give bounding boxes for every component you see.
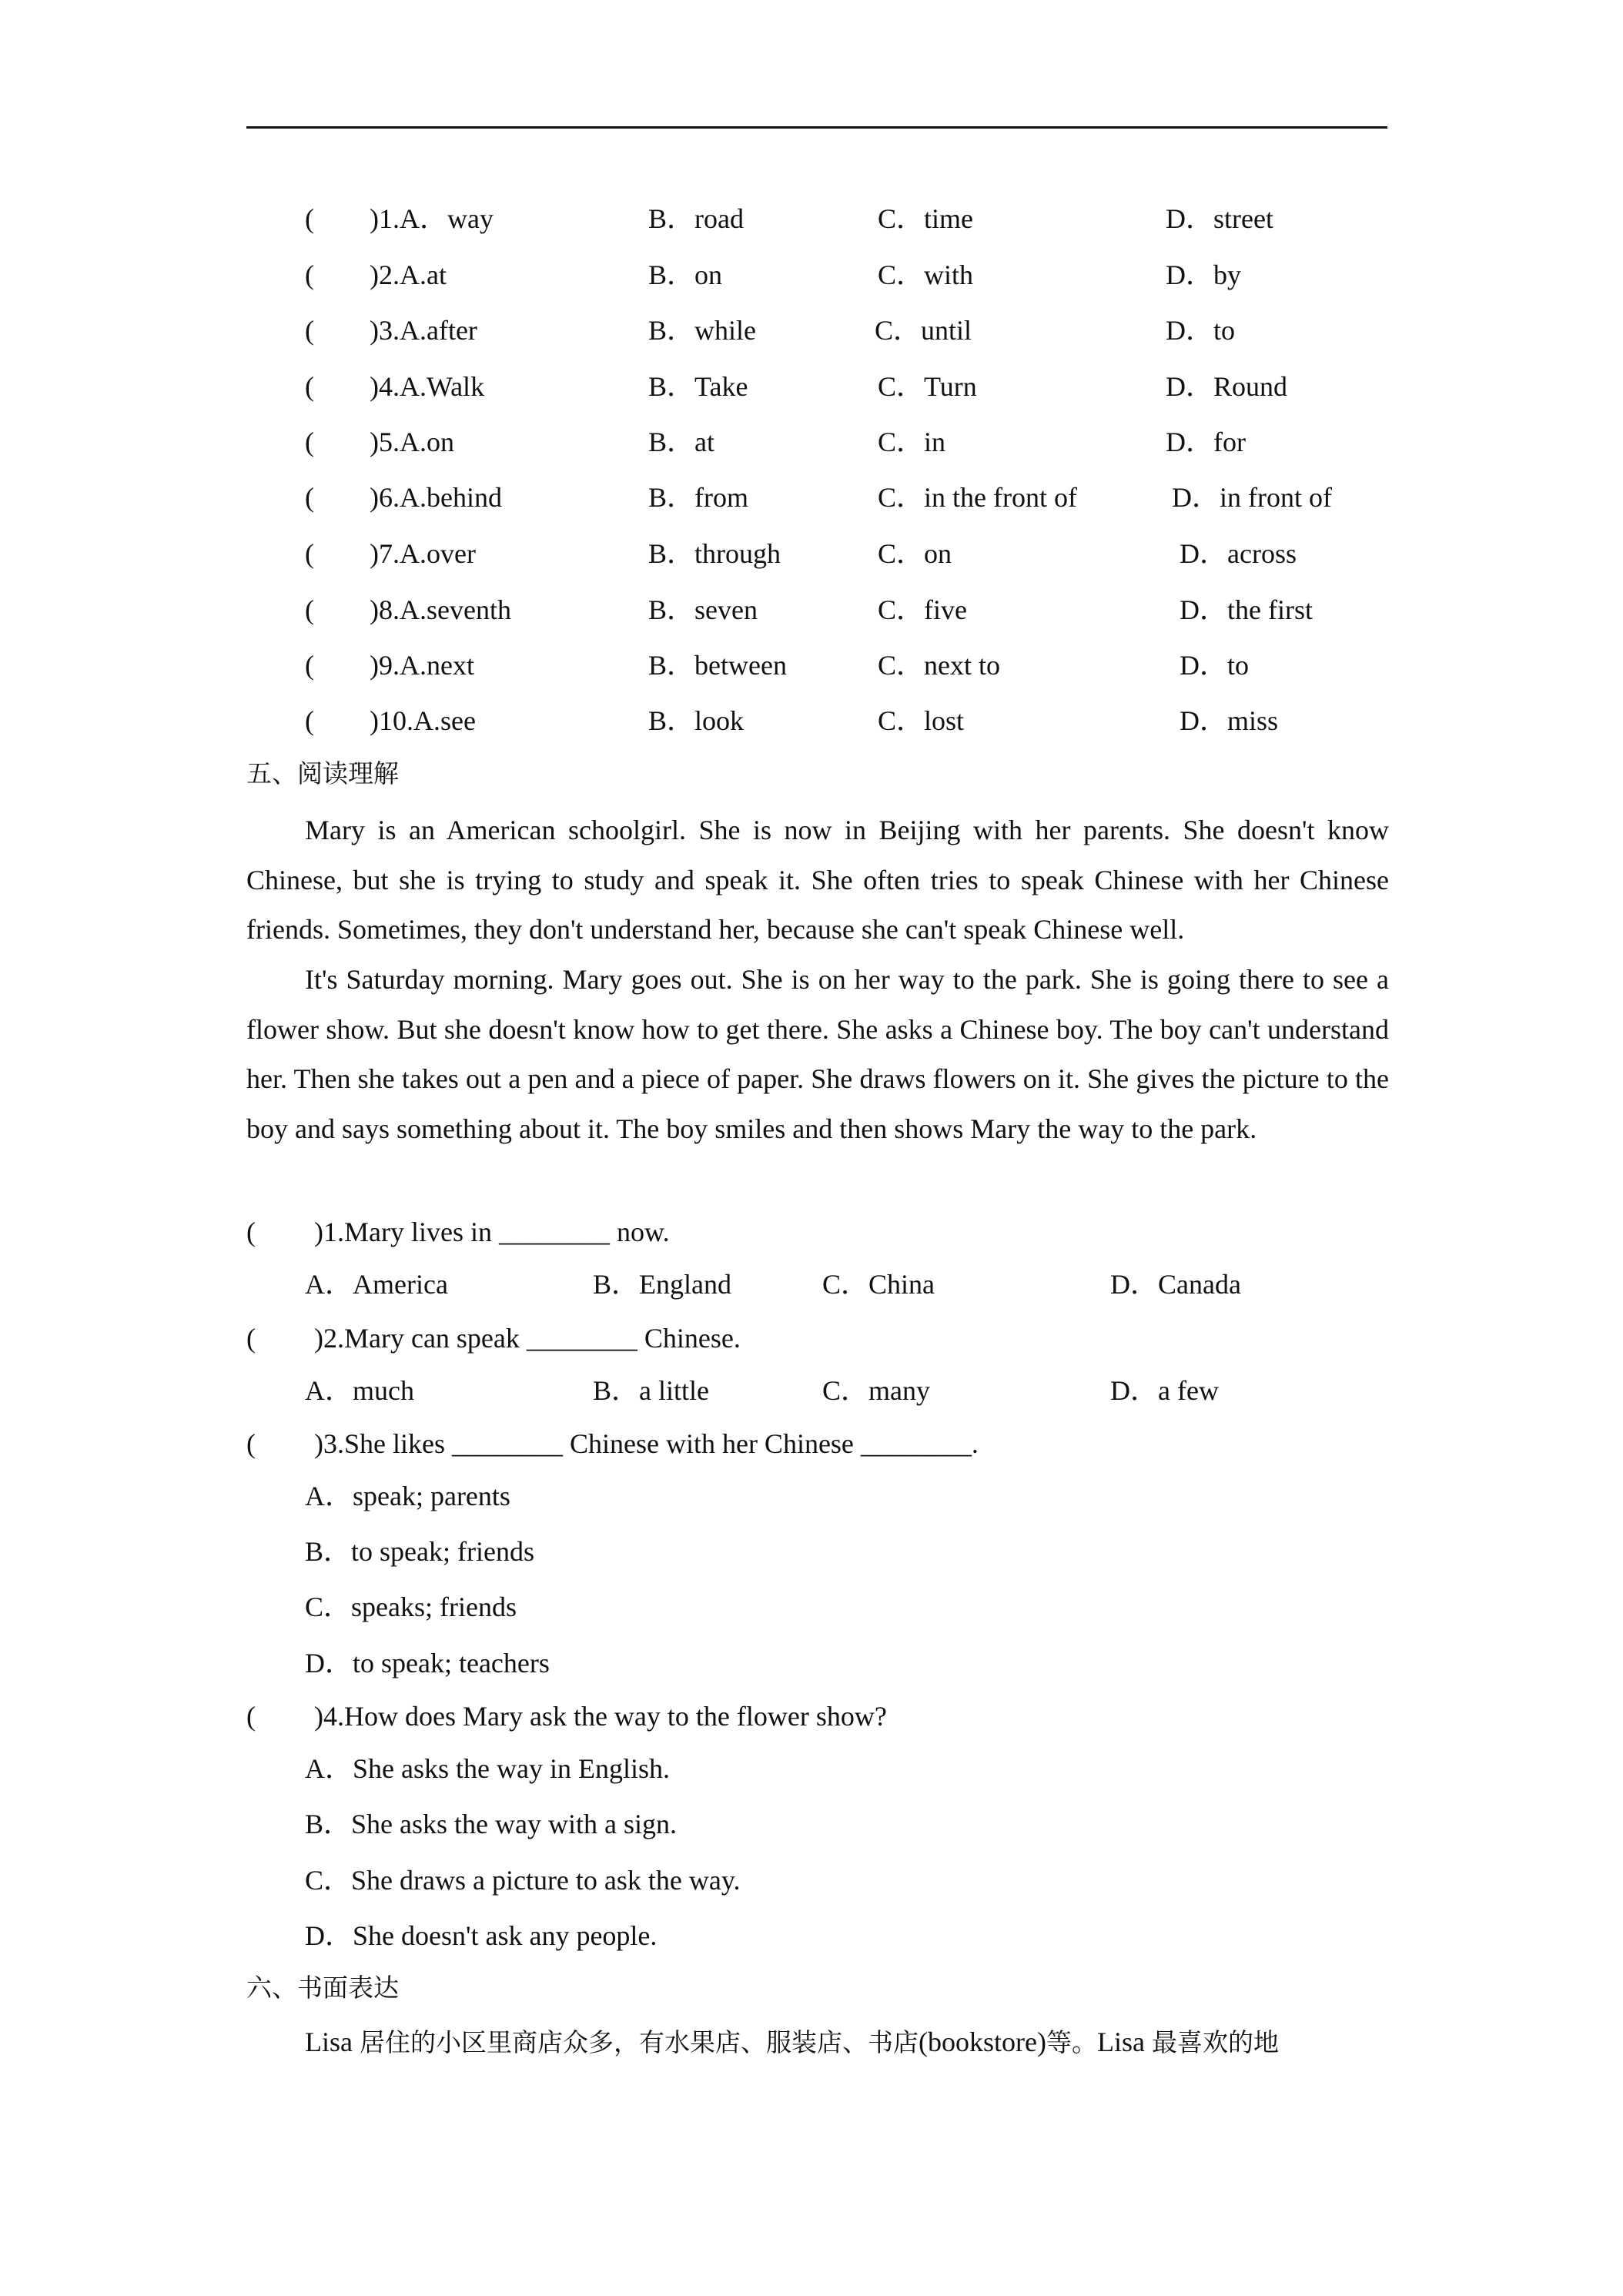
cloze-3-option-a: )3.A.after: [370, 315, 477, 346]
cloze-10-option-a: )10.A.see: [370, 705, 476, 736]
intro-text-5: Lisa: [1096, 2027, 1152, 2057]
question-4-option-c: C．She draws a picture to ask the way.: [305, 1865, 741, 1896]
question-1-stem: )1.Mary lives in ________ now.: [314, 1217, 670, 1247]
question-2-option-a: A．much: [305, 1375, 414, 1406]
intro-text-3: (bookstore): [918, 2027, 1046, 2057]
passage-paragraph-2: It's Saturday morning. Mary goes out. She is on her way to the park. She is going there to see a flower show. But she doesn't know how to get there. She asks a Chinese boy. The boy can't understand her. Then she takes out a pen and a piece of paper. She draws flowers on it. She gives the picture to the boy and says something about it. The boy smiles and then shows Mary the way to the park.: [246, 964, 1389, 1144]
question-3-stem: )3.She likes ________ Chinese with her Chinese ________.: [314, 1428, 979, 1459]
question-3-option-b: B．to speak; friends: [305, 1536, 534, 1567]
cloze-5-option-d: D．for: [1166, 427, 1246, 457]
cloze-3-option-d: D．to: [1166, 315, 1236, 346]
cloze-5-paren: (: [305, 427, 314, 457]
question-1-option-b: B．England: [593, 1269, 731, 1300]
cloze-1-option-c: C．time: [878, 203, 973, 234]
cloze-5-option-c: C．in: [878, 427, 946, 457]
writing-task-intro: [305, 2028, 1279, 2056]
question-1-option-a: A．America: [305, 1269, 448, 1300]
cloze-7-paren: (: [305, 538, 314, 569]
cloze-8-paren: (: [305, 594, 314, 625]
passage-paragraph-1: Mary is an American schoolgirl. She is now in Beijing with her parents. She doesn't know Chinese, but she is trying to study and speak it. She often tries to speak Chinese with her Chinese friends. Sometimes, they don't understand her, because she can't speak Chinese well.: [246, 815, 1389, 945]
cloze-10-option-c: C．lost: [878, 705, 965, 736]
cloze-9-option-a: )9.A.next: [370, 650, 474, 681]
question-4-stem: )4.How does Mary ask the way to the flower show?: [314, 1701, 887, 1732]
cloze-1-option-b: B．road: [648, 203, 744, 234]
question-2-option-c: C．many: [822, 1375, 930, 1406]
cloze-10-option-b: B．look: [648, 705, 745, 736]
question-2-option-d: D．a few: [1110, 1375, 1219, 1406]
cloze-6-paren: (: [305, 482, 314, 513]
cloze-6-option-b: B．from: [648, 482, 748, 513]
cloze-6-option-d: D．in front of: [1172, 482, 1332, 513]
cloze-9-option-b: B．between: [648, 650, 787, 681]
question-1-paren: (: [246, 1217, 256, 1247]
cloze-9-paren: (: [305, 650, 314, 681]
cloze-4-option-a: )4.A.Walk: [370, 371, 485, 402]
cloze-3-option-b: B．while: [648, 315, 756, 346]
cloze-7-option-d: D．across: [1180, 538, 1297, 569]
section-5-heading: 五、阅读理解: [246, 758, 399, 788]
question-4-option-d: D．She doesn't ask any people.: [305, 1920, 658, 1951]
question-3-option-a: A．speak; parents: [305, 1481, 510, 1511]
question-2-paren: (: [246, 1323, 256, 1354]
cloze-2-option-c: C．with: [878, 259, 974, 290]
intro-text-6: 最喜欢的地: [1151, 2027, 1279, 2057]
cloze-8-option-d: D．the first: [1180, 594, 1313, 625]
question-1-option-c: C．China: [822, 1269, 935, 1300]
cloze-3-option-c: C．until: [875, 315, 972, 346]
cloze-7-option-c: C．on: [878, 538, 952, 569]
cloze-1-paren: (: [305, 203, 314, 234]
cloze-5-option-a: )5.A.on: [370, 427, 454, 457]
question-3-option-d: D．to speak; teachers: [305, 1648, 550, 1678]
cloze-2-option-b: B．on: [648, 259, 723, 290]
cloze-5-option-b: B．at: [648, 427, 714, 457]
section-6-heading: 六、书面表达: [246, 1973, 399, 2003]
question-2-stem: )2.Mary can speak ________ Chinese.: [314, 1323, 741, 1354]
cloze-4-option-c: C．Turn: [878, 371, 977, 402]
question-3-option-c: C．speaks; friends: [305, 1591, 517, 1622]
question-4-paren: (: [246, 1701, 256, 1732]
cloze-10-paren: (: [305, 705, 314, 736]
cloze-1-option-a: )1.A．way: [370, 203, 494, 234]
question-4-option-a: A．She asks the way in English.: [305, 1753, 670, 1784]
cloze-2-option-d: D．by: [1166, 259, 1241, 290]
cloze-8-option-a: )8.A.seventh: [370, 594, 511, 625]
cloze-4-option-d: D．Round: [1166, 371, 1288, 402]
cloze-8-option-c: C．five: [878, 594, 967, 625]
question-2-option-b: B．a little: [593, 1375, 709, 1406]
cloze-7-option-b: B．through: [648, 538, 781, 569]
cloze-8-option-b: B．seven: [648, 594, 758, 625]
cloze-4-paren: (: [305, 371, 314, 402]
cloze-6-option-c: C．in the front of: [878, 482, 1077, 513]
question-4-option-b: B．She asks the way with a sign.: [305, 1809, 677, 1839]
cloze-6-option-a: )6.A.behind: [370, 482, 502, 513]
cloze-7-option-a: )7.A.over: [370, 538, 476, 569]
cloze-2-option-a: )2.A.at: [370, 259, 447, 290]
cloze-1-option-d: D．street: [1166, 203, 1273, 234]
cloze-3-paren: (: [305, 315, 314, 346]
cloze-9-option-d: D．to: [1180, 650, 1250, 681]
cloze-2-paren: (: [305, 259, 314, 290]
question-3-paren: (: [246, 1428, 256, 1459]
intro-text-1: Lisa: [305, 2027, 360, 2057]
cloze-10-option-d: D．miss: [1180, 705, 1279, 736]
question-1-option-d: D．Canada: [1110, 1269, 1241, 1300]
intro-text-2: 居住的小区里商店众多，有水果店、服装店、书店: [359, 2027, 919, 2057]
intro-text-4: 等。: [1046, 2027, 1097, 2057]
cloze-4-option-b: B．Take: [648, 371, 748, 402]
header-rule: [246, 126, 1387, 129]
cloze-9-option-c: C．next to: [878, 650, 1000, 681]
